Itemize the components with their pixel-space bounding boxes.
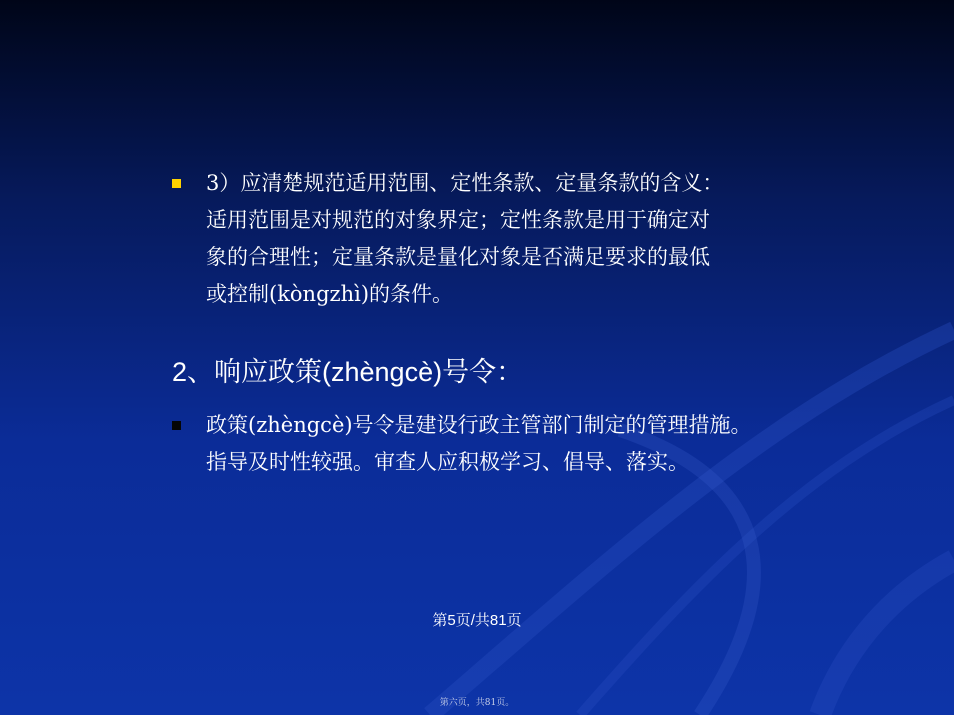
- item-3-list: [170, 165, 830, 313]
- policy-list: [170, 407, 870, 481]
- item-3-line-3: 象的合理性；定量条款是量化对象是否满足要求的最低: [206, 245, 710, 269]
- item-3-line-1: 3）应清楚规范适用范围、定性条款、定量条款的含义：: [206, 171, 724, 195]
- bullet-item-3: [170, 165, 830, 313]
- policy-line-1: 政策(zhèngcè)号令是建设行政主管部门制定的管理措施。: [206, 413, 752, 437]
- footer-note: 第六页，共81页。: [439, 698, 515, 708]
- section-heading-policy: 2、响应政策(zhèngcè)号令：: [172, 357, 524, 387]
- black-square-bullet-icon: [172, 421, 181, 430]
- item-3-line-4: 或控制(kòngzhì)的条件。: [206, 282, 454, 306]
- yellow-square-bullet-icon: [172, 179, 181, 188]
- bullet-item-policy: [170, 407, 870, 481]
- item-3-line-2: 适用范围是对规范的对象界定；定性条款是用于确定对: [206, 208, 710, 232]
- policy-line-2: 指导及时性较强。审查人应积极学习、倡导、落实。: [206, 450, 689, 474]
- page-number: 第5页/共81页: [432, 612, 522, 629]
